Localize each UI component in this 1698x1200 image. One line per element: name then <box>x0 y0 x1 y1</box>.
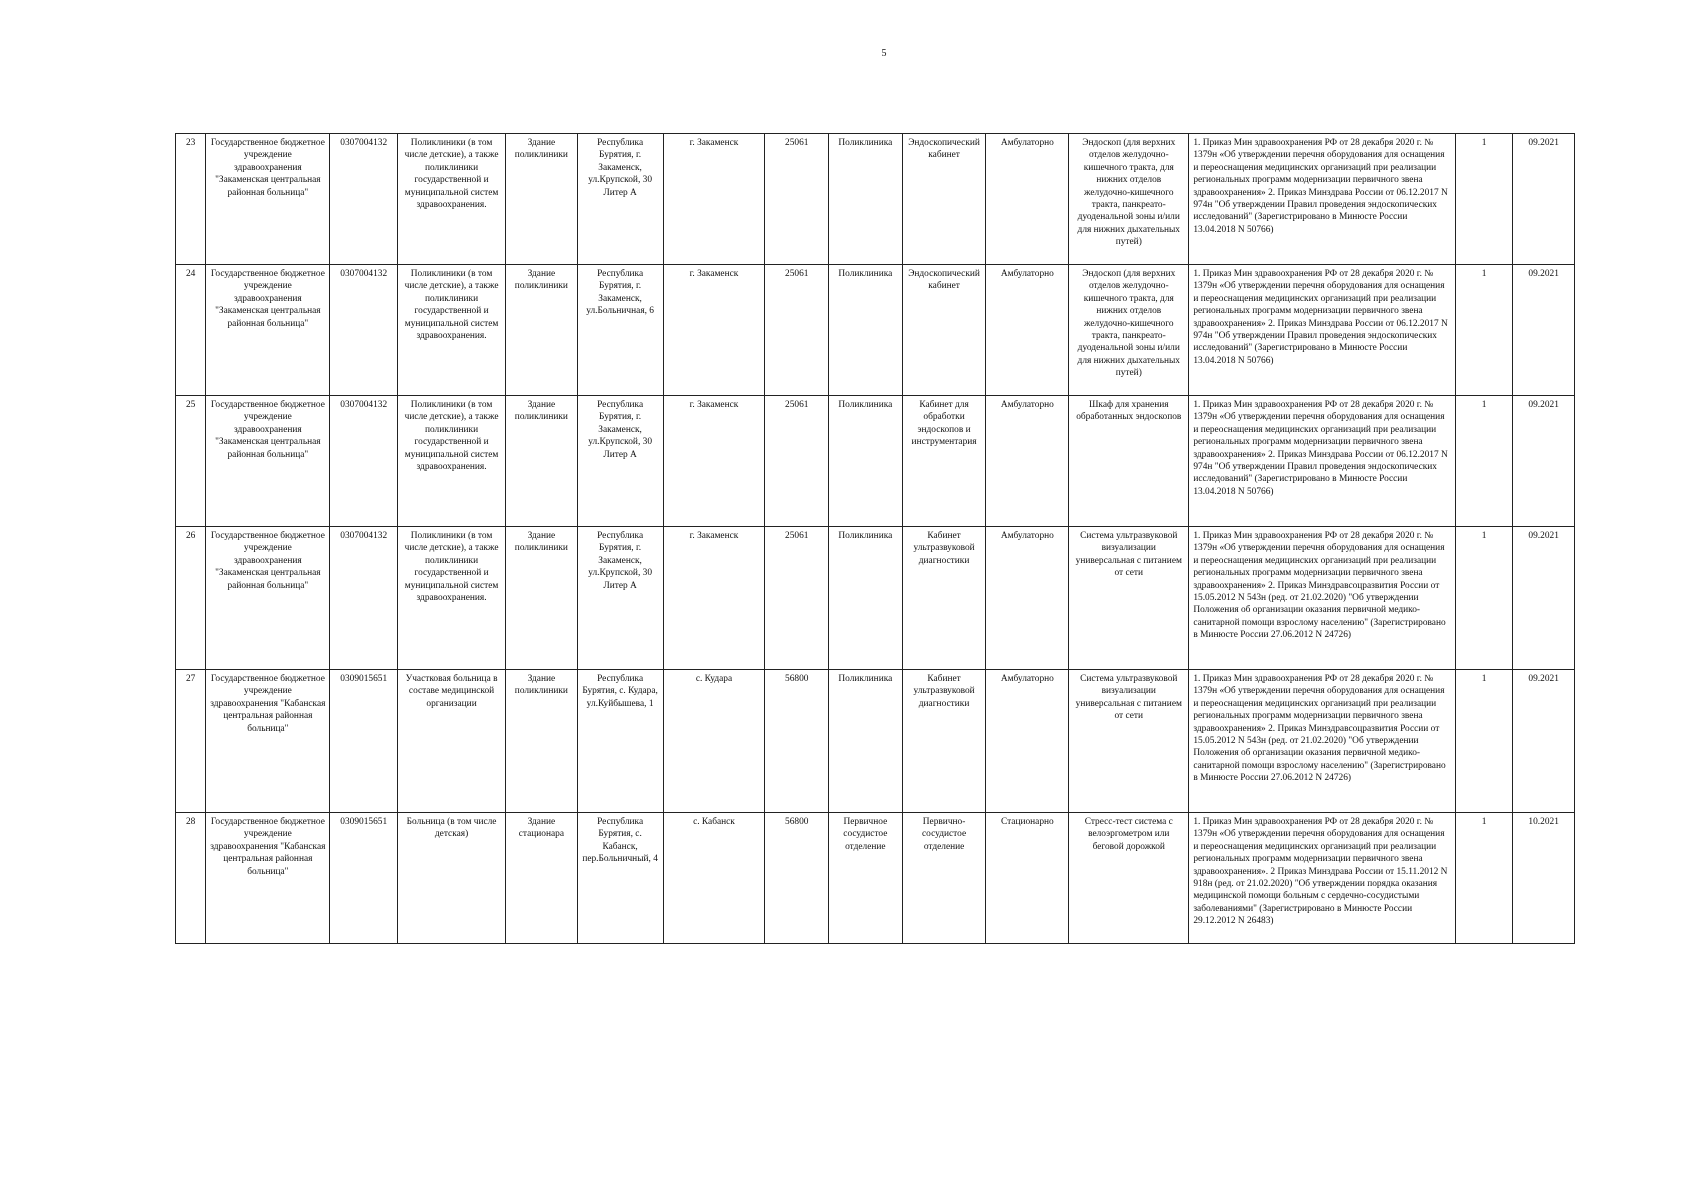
cell-care-form: Амбулаторно <box>986 134 1069 265</box>
page-number: 5 <box>881 48 887 59</box>
cell-oktmo: 56800 <box>765 670 829 813</box>
cell-number: 28 <box>176 813 206 944</box>
cell-room: Эндоскопический кабинет <box>902 134 986 265</box>
cell-address: Республика Бурятия, г. Закаменск, ул.Больничная, 6 <box>577 265 663 396</box>
cell-settlement: г. Закаменск <box>663 527 765 670</box>
cell-number: 24 <box>176 265 206 396</box>
cell-quantity: 1 <box>1455 396 1513 527</box>
cell-room: Первично-сосудистое отделение <box>902 813 986 944</box>
cell-legal-basis: 1. Приказ Мин здравоохранения РФ от 28 декабря 2020 г. № 1379н «Об утверждении перечня оборудования для оснащения и переоснащения медицинских организаций при реализации региональных программ модернизации первичного звена здравоохранения» 2. Приказ Минздрава России от 06.12.2017 N 974н "Об утверждении Правил проведения эндоскопических исследований" (Зарегистрировано в Минюсте России 13.04.2018 N 50766) <box>1189 396 1455 527</box>
cell-number: 25 <box>176 396 206 527</box>
cell-address: Республика Бурятия, г. Закаменск, ул.Крупской, 30 Литер А <box>577 134 663 265</box>
cell-building: Здание поликлиники <box>506 396 578 527</box>
cell-quantity: 1 <box>1455 527 1513 670</box>
table-row <box>176 813 1575 944</box>
cell-facility-type: Участковая больница в составе медицинской организации <box>398 670 506 813</box>
cell-settlement: г. Закаменск <box>663 265 765 396</box>
cell-equipment: Система ультразвуковой визуализации универсальная с питанием от сети <box>1069 670 1189 813</box>
cell-equipment: Эндоскоп (для верхних отделов желудочно-кишечного тракта, для нижних отделов желудочно-кишечного тракта, панкреато-дуоденальной зоны и/или для нижних дыхательных путей) <box>1069 265 1189 396</box>
cell-date: 09.2021 <box>1513 134 1575 265</box>
cell-care-form: Амбулаторно <box>986 265 1069 396</box>
cell-building: Здание поликлиники <box>506 265 578 396</box>
cell-inn: 0307004132 <box>330 265 398 396</box>
cell-care-form: Амбулаторно <box>986 670 1069 813</box>
cell-number: 27 <box>176 670 206 813</box>
table-row <box>176 670 1575 813</box>
cell-legal-basis: 1. Приказ Мин здравоохранения РФ от 28 декабря 2020 г. № 1379н «Об утверждении перечня оборудования для оснащения и переоснащения медицинских организаций при реализации региональных программ модернизации первичного звена здравоохранения» 2. Приказ Минздрава России от 06.12.2017 N 974н "Об утверждении Правил проведения эндоскопических исследований" (Зарегистрировано в Минюсте России 13.04.2018 N 50766) <box>1189 134 1455 265</box>
cell-quantity: 1 <box>1455 134 1513 265</box>
cell-building: Здание поликлиники <box>506 134 578 265</box>
cell-facility-type: Больница (в том числе детская) <box>398 813 506 944</box>
cell-quantity: 1 <box>1455 670 1513 813</box>
cell-facility-type: Поликлиники (в том числе детские), а также поликлиники государственной и муниципальной систем здравоохранения. <box>398 134 506 265</box>
table-row <box>176 527 1575 670</box>
cell-unit: Поликлиника <box>829 670 903 813</box>
cell-legal-basis: 1. Приказ Мин здравоохранения РФ от 28 декабря 2020 г. № 1379н «Об утверждении перечня оборудования для оснащения и переоснащения медицинских организаций при реализации региональных программ модернизации первичного звена здравоохранения». 2 Приказ Минздрава России от 15.11.2012 N 918н (ред. от 21.02.2020) "Об утверждении порядка оказания медицинской помощи больным с сердечно-сосудистыми заболеваниями" (Зарегистрировано в Минюсте России 29.12.2012 N 26483) <box>1189 813 1455 944</box>
cell-date: 09.2021 <box>1513 670 1575 813</box>
cell-settlement: г. Закаменск <box>663 134 765 265</box>
cell-oktmo: 25061 <box>765 396 829 527</box>
cell-quantity: 1 <box>1455 265 1513 396</box>
cell-unit: Поликлиника <box>829 265 903 396</box>
cell-address: Республика Бурятия, г. Закаменск, ул.Крупской, 30 Литер А <box>577 396 663 527</box>
cell-organization: Государственное бюджетное учреждение здравоохранения "Закаменская центральная районная больница" <box>206 134 330 265</box>
cell-number: 26 <box>176 527 206 670</box>
cell-quantity: 1 <box>1455 813 1513 944</box>
cell-settlement: с. Кудара <box>663 670 765 813</box>
cell-date: 09.2021 <box>1513 527 1575 670</box>
cell-building: Здание поликлиники <box>506 527 578 670</box>
cell-settlement: с. Кабанск <box>663 813 765 944</box>
cell-facility-type: Поликлиники (в том числе детские), а также поликлиники государственной и муниципальной систем здравоохранения. <box>398 396 506 527</box>
cell-unit: Первичное сосудистое отделение <box>829 813 903 944</box>
cell-legal-basis: 1. Приказ Мин здравоохранения РФ от 28 декабря 2020 г. № 1379н «Об утверждении перечня оборудования для оснащения и переоснащения медицинских организаций при реализации региональных программ модернизации первичного звена здравоохранения» 2. Приказ Минздравсоцразвития России от 15.05.2012 N 543н (ред. от 21.02.2020) "Об утверждении Положения об организации оказания первичной медико-санитарной помощи взрослому населению" (Зарегистрировано в Минюсте России 27.06.2012 N 24726) <box>1189 670 1455 813</box>
cell-date: 09.2021 <box>1513 396 1575 527</box>
cell-care-form: Амбулаторно <box>986 527 1069 670</box>
cell-building: Здание поликлиники <box>506 670 578 813</box>
cell-unit: Поликлиника <box>829 134 903 265</box>
cell-care-form: Стационарно <box>986 813 1069 944</box>
cell-number: 23 <box>176 134 206 265</box>
cell-room: Кабинет ультразвуковой диагностики <box>902 527 986 670</box>
cell-facility-type: Поликлиники (в том числе детские), а также поликлиники государственной и муниципальной систем здравоохранения. <box>398 527 506 670</box>
cell-inn: 0307004132 <box>330 134 398 265</box>
table-row <box>176 265 1575 396</box>
cell-date: 09.2021 <box>1513 265 1575 396</box>
cell-legal-basis: 1. Приказ Мин здравоохранения РФ от 28 декабря 2020 г. № 1379н «Об утверждении перечня оборудования для оснащения и переоснащения медицинских организаций при реализации региональных программ модернизации первичного звена здравоохранения» 2. Приказ Минздравсоцразвития России от 15.05.2012 N 543н (ред. от 21.02.2020) "Об утверждении Положения об организации оказания первичной медико-санитарной помощи взрослому населению" (Зарегистрировано в Минюсте России 27.06.2012 N 24726) <box>1189 527 1455 670</box>
cell-organization: Государственное бюджетное учреждение здравоохранения "Закаменская центральная районная больница" <box>206 265 330 396</box>
cell-oktmo: 56800 <box>765 813 829 944</box>
cell-equipment: Стресс-тест система с велоэргометром или беговой дорожкой <box>1069 813 1189 944</box>
cell-address: Республика Бурятия, с. Кудара, ул.Куйбышева, 1 <box>577 670 663 813</box>
cell-oktmo: 25061 <box>765 265 829 396</box>
cell-room: Кабинет ультразвуковой диагностики <box>902 670 986 813</box>
cell-equipment: Эндоскоп (для верхних отделов желудочно-кишечного тракта, для нижних отделов желудочно-кишечного тракта, панкреато-дуоденальной зоны и/или для нижних дыхательных путей) <box>1069 134 1189 265</box>
cell-facility-type: Поликлиники (в том числе детские), а также поликлиники государственной и муниципальной систем здравоохранения. <box>398 265 506 396</box>
cell-oktmo: 25061 <box>765 134 829 265</box>
cell-care-form: Амбулаторно <box>986 396 1069 527</box>
cell-address: Республика Бурятия, г. Закаменск, ул.Крупской, 30 Литер А <box>577 527 663 670</box>
cell-oktmo: 25061 <box>765 527 829 670</box>
cell-organization: Государственное бюджетное учреждение здравоохранения "Закаменская центральная районная больница" <box>206 396 330 527</box>
cell-inn: 0307004132 <box>330 396 398 527</box>
cell-organization: Государственное бюджетное учреждение здравоохранения "Кабанская центральная районная больница" <box>206 670 330 813</box>
table-row <box>176 396 1575 527</box>
cell-organization: Государственное бюджетное учреждение здравоохранения "Кабанская центральная районная больница" <box>206 813 330 944</box>
cell-address: Республика Бурятия, с. Кабанск, пер.Больничный, 4 <box>577 813 663 944</box>
cell-unit: Поликлиника <box>829 396 903 527</box>
cell-legal-basis: 1. Приказ Мин здравоохранения РФ от 28 декабря 2020 г. № 1379н «Об утверждении перечня оборудования для оснащения и переоснащения медицинских организаций при реализации региональных программ модернизации первичного звена здравоохранения» 2. Приказ Минздрава России от 06.12.2017 N 974н "Об утверждении Правил проведения эндоскопических исследований" (Зарегистрировано в Минюсте России 13.04.2018 N 50766) <box>1189 265 1455 396</box>
cell-settlement: г. Закаменск <box>663 396 765 527</box>
cell-inn: 0309015651 <box>330 813 398 944</box>
table-row <box>176 134 1575 265</box>
cell-room: Кабинет для обработки эндоскопов и инструментария <box>902 396 986 527</box>
cell-building: Здание стационара <box>506 813 578 944</box>
cell-unit: Поликлиника <box>829 527 903 670</box>
cell-date: 10.2021 <box>1513 813 1575 944</box>
cell-room: Эндоскопический кабинет <box>902 265 986 396</box>
cell-inn: 0307004132 <box>330 527 398 670</box>
equipment-registry-table <box>175 133 1575 944</box>
cell-equipment: Система ультразвуковой визуализации универсальная с питанием от сети <box>1069 527 1189 670</box>
cell-organization: Государственное бюджетное учреждение здравоохранения "Закаменская центральная районная больница" <box>206 527 330 670</box>
cell-inn: 0309015651 <box>330 670 398 813</box>
cell-equipment: Шкаф для хранения обработанных эндоскопов <box>1069 396 1189 527</box>
